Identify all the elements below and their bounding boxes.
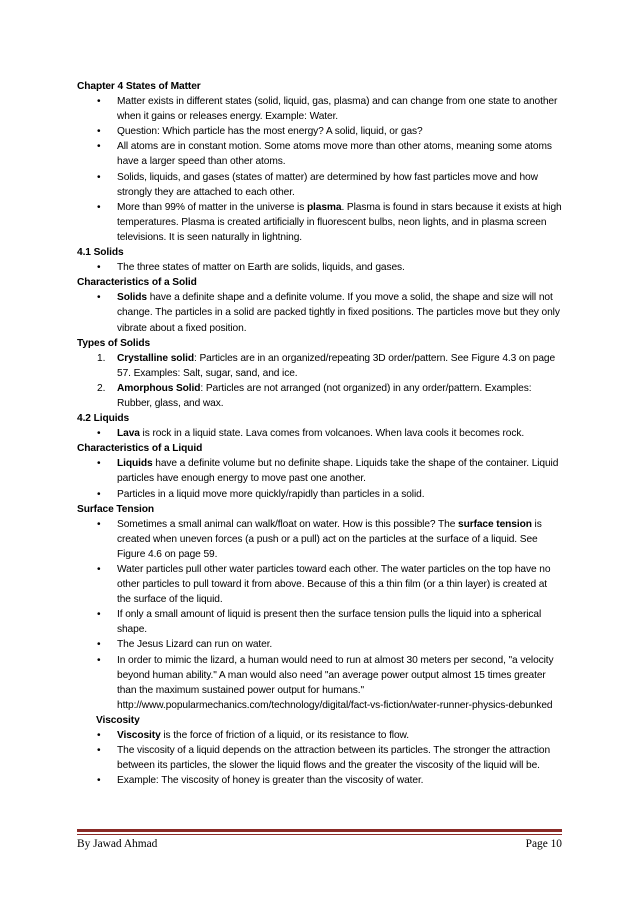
footer-author: By Jawad Ahmad (77, 838, 158, 850)
section-heading-liquids: 4.2 Liquids (77, 413, 130, 425)
term-liquids: Liquids (117, 458, 153, 470)
heading-surface-tension: Surface Tension (77, 503, 154, 515)
list-item: • Water particles pull other water particles toward each other. The water particles on the top have no other particles to pull toward it from above. Because of this a thin film (or a thin layer) is created at the surface of the liquid. (97, 564, 551, 606)
footer-divider-thin (77, 834, 562, 835)
footer-page-number: Page 10 (525, 838, 562, 850)
list-item: • The viscosity of a liquid depends on the attraction between its particles. The stronger the attraction between its particles, the slower the liquid flows and the greater the viscosity of the liquid will be. (97, 745, 551, 772)
list-item: • If only a small amount of liquid is present then the surface tension pulls the liquid into a spherical shape. (97, 609, 542, 636)
list-item: • All atoms are in constant motion. Some atoms move more than other atoms, meaning some atoms have a larger speed than other atoms. (97, 141, 552, 168)
list-item: • In order to mimic the lizard, a human would need to run at almost 30 meters per second, "a velocity beyond human ability." A man would also need "an average power output almost 15 times greater than the maximum sustained power output for humans." http://www.popularmechanics.com/technology/digital/fact-vs-fiction/water-runner-physics-debunked (97, 654, 554, 711)
bullet-icon: • (97, 458, 101, 470)
bullet-icon: • (97, 745, 101, 757)
list-item: • The three states of matter on Earth are solids, liquids, and gases. (77, 260, 563, 275)
bullet-icon: • (97, 171, 101, 183)
heading-types-of-solids: Types of Solids (77, 337, 151, 349)
term-surface-tension: surface tension (458, 518, 532, 530)
bullet-icon: • (97, 262, 101, 274)
term-solids: Solids (117, 292, 147, 304)
bullet-icon: • (97, 564, 101, 575)
page-content (77, 79, 563, 788)
term-plasma: plasma (306, 201, 342, 213)
bullet-icon: • (97, 488, 101, 500)
bullet-icon: • (97, 730, 101, 742)
term-crystalline: Crystalline solid (117, 352, 194, 364)
list-item: • Sometimes a small animal can walk/float on water. How is this possible? The surface tension is created when uneven forces (a push or a pull) act on the particles at the surface of a liquid. See Figure 4.6 on page 59. (97, 518, 542, 560)
list-item: • Lava is rock in a liquid state. Lava comes from volcanoes. When lava cools it becomes rock. (77, 426, 563, 441)
bullet-icon: • (97, 428, 101, 440)
bullet-icon: • (97, 96, 101, 108)
bullet-icon: • (97, 518, 101, 530)
list-item: • Viscosity is the force of friction of a liquid, or its resistance to flow. (77, 728, 563, 743)
list-item: • More than 99% of matter in the universe is plasma. Plasma is found in stars because it exists at high temperatures. Plasma is created artificially in fluorescent bulbs, neon lights, and in plasma screen televisions. It is seen naturally in lightning. (97, 201, 562, 243)
list-item: • Example: The viscosity of honey is greater than the viscosity of water. (77, 773, 563, 788)
bullet-icon: • (97, 292, 101, 304)
list-item: • Solids have a definite shape and a definite volume. If you move a solid, the shape and size will not change. The particles in a solid are packed tightly in fixed positions. The particles move but they only vibrate about a fixed position. (97, 292, 560, 334)
heading-characteristics-liquid: Characteristics of a Liquid (77, 443, 203, 455)
term-amorphous: Amorphous Solid (117, 382, 201, 394)
list-item: • Question: Which particle has the most energy? A solid, liquid, or gas? (77, 124, 563, 139)
heading-characteristics-solid: Characteristics of a Solid (77, 277, 197, 289)
list-item: • Liquids have a definite volume but no definite shape. Liquids take the shape of the container. Liquid particles have enough energy to move past one another. (97, 458, 559, 485)
section-heading-solids: 4.1 Solids (77, 247, 124, 259)
bullet-icon: • (97, 126, 101, 138)
bullet-icon: • (97, 609, 101, 621)
bullet-icon: • (97, 775, 101, 787)
bullet-icon: • (97, 201, 101, 213)
term-lava: Lava (117, 428, 140, 440)
heading-viscosity: Viscosity (96, 714, 140, 726)
list-item: • Solids, liquids, and gases (states of matter) are determined by how fast particles move and how strongly they are attached to each other. (97, 171, 538, 198)
chapter-heading: Chapter 4 States of Matter (77, 81, 201, 92)
chapter-bullet-list (77, 94, 563, 245)
bullet-icon: • (97, 639, 101, 651)
footer-divider (77, 829, 562, 832)
list-item: • The Jesus Lizard can run on water. (77, 637, 563, 652)
list-item: • Matter exists in different states (solid, liquid, gas, plasma) and can change from one state to another when it gains or releases energy. Example: Water. (97, 96, 558, 123)
list-item: • Particles in a liquid move more quickly/rapidly than particles in a solid. (77, 487, 563, 502)
term-viscosity: Viscosity (117, 730, 161, 742)
bullet-icon: • (97, 654, 101, 666)
types-of-solids-list (77, 351, 563, 411)
list-item: 2. Amorphous Solid: Particles are not arranged (not organized) in any order/pattern. Examples: Rubber, glass, and wax. (97, 382, 532, 409)
list-item: 1. Crystalline solid: Particles are in an organized/repeating 3D order/pattern. See Figure 4.3 on page 57. Examples: Salt, sugar, sand, and ice. (97, 352, 556, 379)
bullet-icon: • (97, 141, 101, 153)
